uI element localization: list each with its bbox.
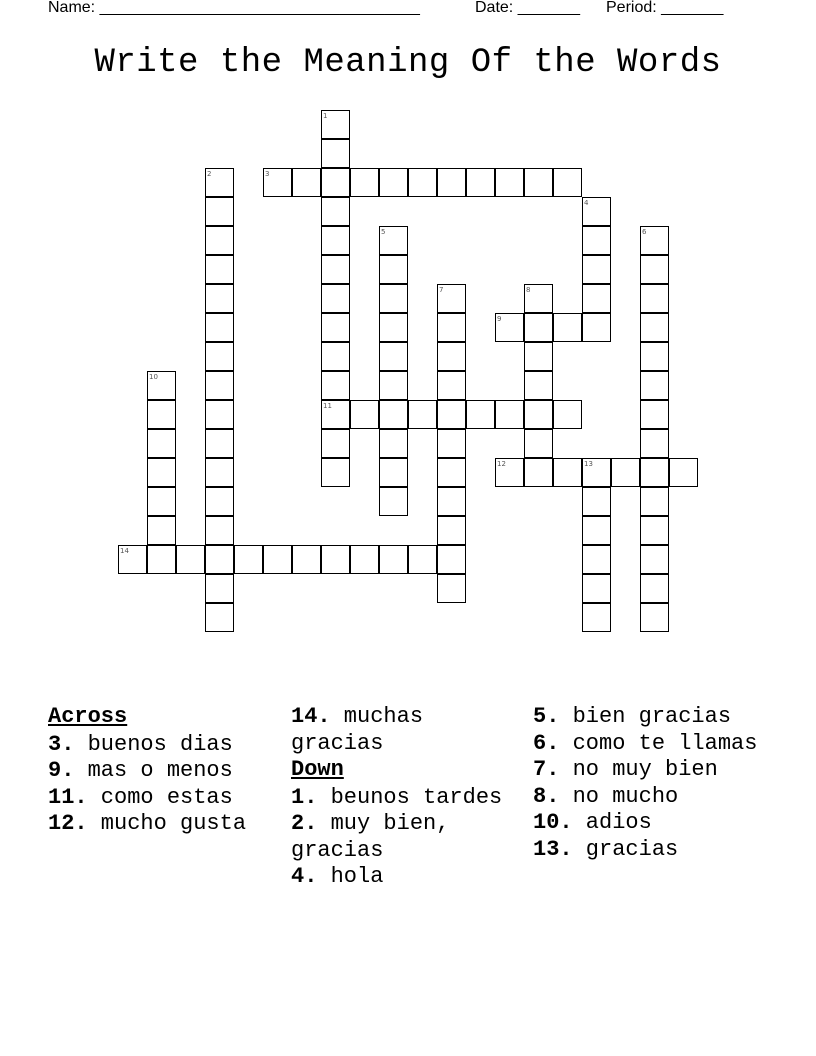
grid-cell[interactable] bbox=[437, 458, 466, 487]
grid-cell[interactable] bbox=[205, 197, 234, 226]
grid-cell[interactable] bbox=[640, 284, 669, 313]
clue-item-text: bien gracias bbox=[559, 704, 732, 729]
grid-cell[interactable] bbox=[321, 429, 350, 458]
clue-number-label: 7 bbox=[439, 286, 444, 294]
grid-cell[interactable] bbox=[263, 545, 292, 574]
grid-cell[interactable] bbox=[640, 487, 669, 516]
grid-cell[interactable] bbox=[321, 255, 350, 284]
grid-cell[interactable] bbox=[205, 284, 234, 313]
grid-cell[interactable] bbox=[205, 487, 234, 516]
grid-cell[interactable] bbox=[495, 400, 524, 429]
grid-cell[interactable] bbox=[582, 574, 611, 603]
clue-item-text: buenos dias bbox=[74, 731, 233, 757]
clue-item-number: 8. bbox=[533, 783, 560, 809]
grid-cell[interactable] bbox=[176, 545, 205, 574]
clue-number-label: 8 bbox=[526, 286, 531, 294]
clue-item-number: 14. bbox=[291, 704, 331, 729]
grid-cell[interactable] bbox=[321, 342, 350, 371]
grid-cell[interactable] bbox=[379, 545, 408, 574]
clue-item-number: 6. bbox=[533, 730, 560, 756]
grid-cell[interactable] bbox=[379, 284, 408, 313]
clue-item-number: 2. bbox=[291, 811, 318, 836]
grid-cell[interactable] bbox=[437, 516, 466, 545]
clue-item-text: muy bien, gracias bbox=[291, 811, 450, 863]
grid-cell[interactable] bbox=[350, 400, 379, 429]
grid-cell[interactable] bbox=[321, 139, 350, 168]
clue-item-number: 1. bbox=[291, 784, 318, 810]
grid-cell[interactable] bbox=[321, 313, 350, 342]
grid-cell[interactable] bbox=[582, 603, 611, 632]
grid-cell[interactable] bbox=[379, 400, 408, 429]
grid-cell[interactable] bbox=[437, 168, 466, 197]
grid-cell[interactable] bbox=[205, 603, 234, 632]
grid-cell[interactable] bbox=[437, 371, 466, 400]
grid-cell[interactable] bbox=[437, 313, 466, 342]
clue-item-text: mas o menos bbox=[74, 758, 233, 783]
grid-cell[interactable] bbox=[205, 226, 234, 255]
grid-cell[interactable] bbox=[582, 226, 611, 255]
clue-item-text: beunos tardes bbox=[317, 784, 503, 810]
clue-item-text: mucho gusta bbox=[87, 811, 247, 836]
clue-item-number: 11. bbox=[48, 784, 88, 810]
clue-item bbox=[533, 784, 769, 811]
grid-cell[interactable] bbox=[321, 226, 350, 255]
grid-cell[interactable] bbox=[582, 313, 611, 342]
grid-cell[interactable] bbox=[234, 545, 263, 574]
clue-item bbox=[533, 704, 769, 731]
clue-number-label: 14 bbox=[120, 547, 129, 555]
clue-item-number: 9. bbox=[48, 758, 75, 783]
grid-cell[interactable] bbox=[205, 255, 234, 284]
grid-cell[interactable] bbox=[524, 342, 553, 371]
grid-cell[interactable] bbox=[582, 255, 611, 284]
clue-item bbox=[48, 732, 284, 759]
clue-item bbox=[533, 757, 769, 784]
grid-cell[interactable] bbox=[640, 342, 669, 371]
clue-column bbox=[533, 704, 769, 863]
grid-cell[interactable] bbox=[205, 400, 234, 429]
grid-cell[interactable] bbox=[437, 545, 466, 574]
clue-column bbox=[48, 704, 284, 838]
clue-column bbox=[291, 704, 527, 891]
grid-cell[interactable] bbox=[379, 487, 408, 516]
grid-cell[interactable] bbox=[379, 168, 408, 197]
grid-cell[interactable] bbox=[147, 429, 176, 458]
clue-item-number: 13. bbox=[533, 836, 573, 862]
clue-number-label: 10 bbox=[149, 373, 158, 381]
clue-item bbox=[48, 758, 284, 785]
grid-cell[interactable] bbox=[379, 313, 408, 342]
grid-cell[interactable] bbox=[205, 342, 234, 371]
grid-cell[interactable] bbox=[321, 458, 350, 487]
grid-cell[interactable] bbox=[408, 168, 437, 197]
clue-number-label: 1 bbox=[323, 112, 328, 120]
grid-cell[interactable] bbox=[147, 458, 176, 487]
grid-cell[interactable] bbox=[321, 168, 350, 197]
grid-cell[interactable] bbox=[640, 371, 669, 400]
grid-cell[interactable] bbox=[292, 168, 321, 197]
grid-cell[interactable] bbox=[379, 342, 408, 371]
grid-cell[interactable] bbox=[524, 168, 553, 197]
grid-cell[interactable] bbox=[640, 603, 669, 632]
grid-cell[interactable] bbox=[321, 197, 350, 226]
grid-cell[interactable] bbox=[437, 574, 466, 603]
clue-item bbox=[291, 785, 527, 812]
clue-item-text: no muy bien bbox=[559, 757, 718, 782]
grid-cell[interactable] bbox=[524, 429, 553, 458]
grid-cell[interactable] bbox=[553, 400, 582, 429]
clue-item bbox=[291, 704, 527, 757]
grid-cell[interactable] bbox=[379, 255, 408, 284]
clue-number-label: 9 bbox=[497, 315, 502, 323]
grid-cell[interactable] bbox=[147, 516, 176, 545]
clue-item-text: no mucho bbox=[559, 783, 679, 809]
clue-item-text: como estas bbox=[87, 784, 233, 810]
clue-item-text: muchas gracias bbox=[291, 704, 424, 756]
page-title: Write the Meaning Of the Words bbox=[94, 44, 722, 82]
grid-cell[interactable] bbox=[640, 516, 669, 545]
grid-cell[interactable] bbox=[640, 429, 669, 458]
grid-cell[interactable] bbox=[640, 313, 669, 342]
clue-item bbox=[291, 864, 527, 891]
clue-item bbox=[533, 837, 769, 864]
grid-cell[interactable] bbox=[495, 168, 524, 197]
grid-cell[interactable] bbox=[640, 545, 669, 574]
grid-cell[interactable] bbox=[147, 400, 176, 429]
grid-cell[interactable] bbox=[321, 545, 350, 574]
clue-number-label: 13 bbox=[584, 460, 593, 468]
clue-item-text: como te llamas bbox=[559, 730, 758, 756]
grid-cell[interactable] bbox=[205, 313, 234, 342]
grid-cell[interactable] bbox=[205, 429, 234, 458]
grid-cell[interactable] bbox=[350, 545, 379, 574]
clue-number-label: 4 bbox=[584, 199, 589, 207]
clue-item-number: 3. bbox=[48, 731, 75, 757]
grid-cell[interactable] bbox=[408, 400, 437, 429]
grid-cell[interactable] bbox=[466, 168, 495, 197]
grid-cell[interactable] bbox=[553, 458, 582, 487]
grid-cell[interactable] bbox=[408, 545, 437, 574]
clue-number-label: 2 bbox=[207, 170, 212, 178]
clue-item-text: adios bbox=[572, 810, 652, 835]
grid-cell[interactable] bbox=[205, 371, 234, 400]
clue-item-number: 7. bbox=[533, 757, 560, 782]
clue-item-text: gracias bbox=[572, 836, 679, 862]
grid-cell[interactable] bbox=[582, 487, 611, 516]
clue-item-number: 4. bbox=[291, 864, 318, 889]
grid-cell[interactable] bbox=[553, 168, 582, 197]
clue-number-label: 6 bbox=[642, 228, 647, 236]
grid-cell[interactable] bbox=[611, 458, 640, 487]
grid-cell[interactable] bbox=[147, 487, 176, 516]
clue-number-label: 12 bbox=[497, 460, 506, 468]
grid-cell[interactable] bbox=[640, 255, 669, 284]
clue-item bbox=[533, 731, 769, 758]
date-field[interactable]: Date: _______ bbox=[475, 0, 580, 16]
clue-item bbox=[533, 810, 769, 837]
grid-cell[interactable] bbox=[379, 458, 408, 487]
clue-item-number: 10. bbox=[533, 810, 573, 835]
clue-number-label: 3 bbox=[265, 170, 270, 178]
grid-cell[interactable] bbox=[292, 545, 321, 574]
grid-cell[interactable] bbox=[205, 458, 234, 487]
grid-cell[interactable] bbox=[524, 371, 553, 400]
clue-item bbox=[291, 811, 527, 864]
grid-cell[interactable] bbox=[205, 545, 234, 574]
clue-number-label: 11 bbox=[323, 402, 332, 410]
grid-cell[interactable] bbox=[437, 487, 466, 516]
grid-cell[interactable] bbox=[524, 400, 553, 429]
grid-cell[interactable] bbox=[582, 545, 611, 574]
grid-cell[interactable] bbox=[582, 516, 611, 545]
clue-number-label: 5 bbox=[381, 228, 386, 236]
grid-cell[interactable] bbox=[437, 342, 466, 371]
clue-item-text: hola bbox=[317, 864, 384, 889]
grid-cell[interactable] bbox=[669, 458, 698, 487]
grid-cell[interactable] bbox=[379, 429, 408, 458]
clue-item-number: 12. bbox=[48, 811, 88, 836]
name-field[interactable]: Name: ____________________________________ bbox=[48, 0, 420, 16]
period-field[interactable]: Period: _______ bbox=[606, 0, 724, 16]
grid-cell[interactable] bbox=[524, 458, 553, 487]
grid-cell[interactable] bbox=[437, 400, 466, 429]
grid-cell[interactable] bbox=[437, 429, 466, 458]
clue-item-number: 5. bbox=[533, 704, 560, 729]
grid-cell[interactable] bbox=[321, 284, 350, 313]
grid-cell[interactable] bbox=[582, 284, 611, 313]
grid-cell[interactable] bbox=[205, 516, 234, 545]
grid-cell[interactable] bbox=[350, 168, 379, 197]
clue-section-heading: Across bbox=[48, 704, 128, 729]
clue-item bbox=[48, 785, 284, 812]
clue-item bbox=[48, 811, 284, 838]
grid-cell[interactable] bbox=[147, 545, 176, 574]
grid-cell[interactable] bbox=[466, 400, 495, 429]
grid-cell[interactable] bbox=[524, 313, 553, 342]
grid-cell[interactable] bbox=[553, 313, 582, 342]
grid-cell[interactable] bbox=[321, 371, 350, 400]
clue-section-heading: Down bbox=[291, 757, 344, 782]
grid-cell[interactable] bbox=[640, 400, 669, 429]
grid-cell[interactable] bbox=[640, 458, 669, 487]
grid-cell[interactable] bbox=[640, 574, 669, 603]
grid-cell[interactable] bbox=[205, 574, 234, 603]
grid-cell[interactable] bbox=[379, 371, 408, 400]
